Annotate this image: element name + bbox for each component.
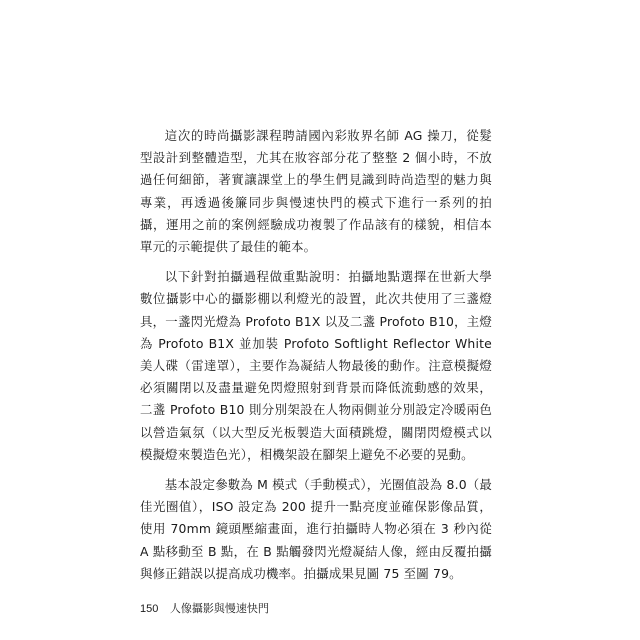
paragraph-intro: 這次的時尚攝影課程聘請國內彩妝界名師 AG 操刀，從髮型設計到整體造型，尤其在妝容部分花了整整 2 個小時，不放過任何細節，著實讓課堂上的學生們見識到時尚造型的魅力與專業，再透過後簾同步與慢速快門的模式下進行一系列的拍攝，運用之前的案例經驗成功複製了作品該有的樣貌，相信本單元的示範提供了最佳的範本。 <box>140 128 492 255</box>
body-text <box>140 125 492 593</box>
paragraph-settings: 基本設定參數為 M 模式（手動模式），光圈值設為 8.0（最佳光圈值），ISO 設定為 200 提升一點亮度並確保影像品質，使用 70mm 鏡頭壓縮畫面，進行拍攝時人物必須在 3 秒內從 A 點移動至 B 點，在 B 點觸發閃光燈凝結人像，經由反覆拍攝與修正錯誤以提高成功機率。拍攝成果見圖 75 至圖 79。 <box>140 477 492 581</box>
paragraph-lighting: 以下針對拍攝過程做重點說明：拍攝地點選擇在世新大學數位攝影中心的攝影棚以利燈光的設置，此次共使用了三盞燈具，一盞閃光燈為 Profoto B1X 以及二盞 Profoto B10，主燈為 Profoto B1X 並加裝 Profoto Softlight Reflector White 美人碟（雷達罩），主要作為凝結人物最後的動作。注意模擬燈必須關閉以及盡量避免閃燈照射到背景而降低流動感的效果，二盞 Profoto B10 則分別架設在人物兩側並分別設定冷暖兩色以營造氣氛（以大型反光板製造大面積跳燈，關閉閃燈模式以模擬燈來製造色光），相機架設在腳架上避免不必要的晃動。 <box>140 269 492 462</box>
running-title: 人像攝影與慢速快門 <box>169 602 269 615</box>
page-footer <box>140 600 269 616</box>
page-number: 150 <box>140 603 159 615</box>
